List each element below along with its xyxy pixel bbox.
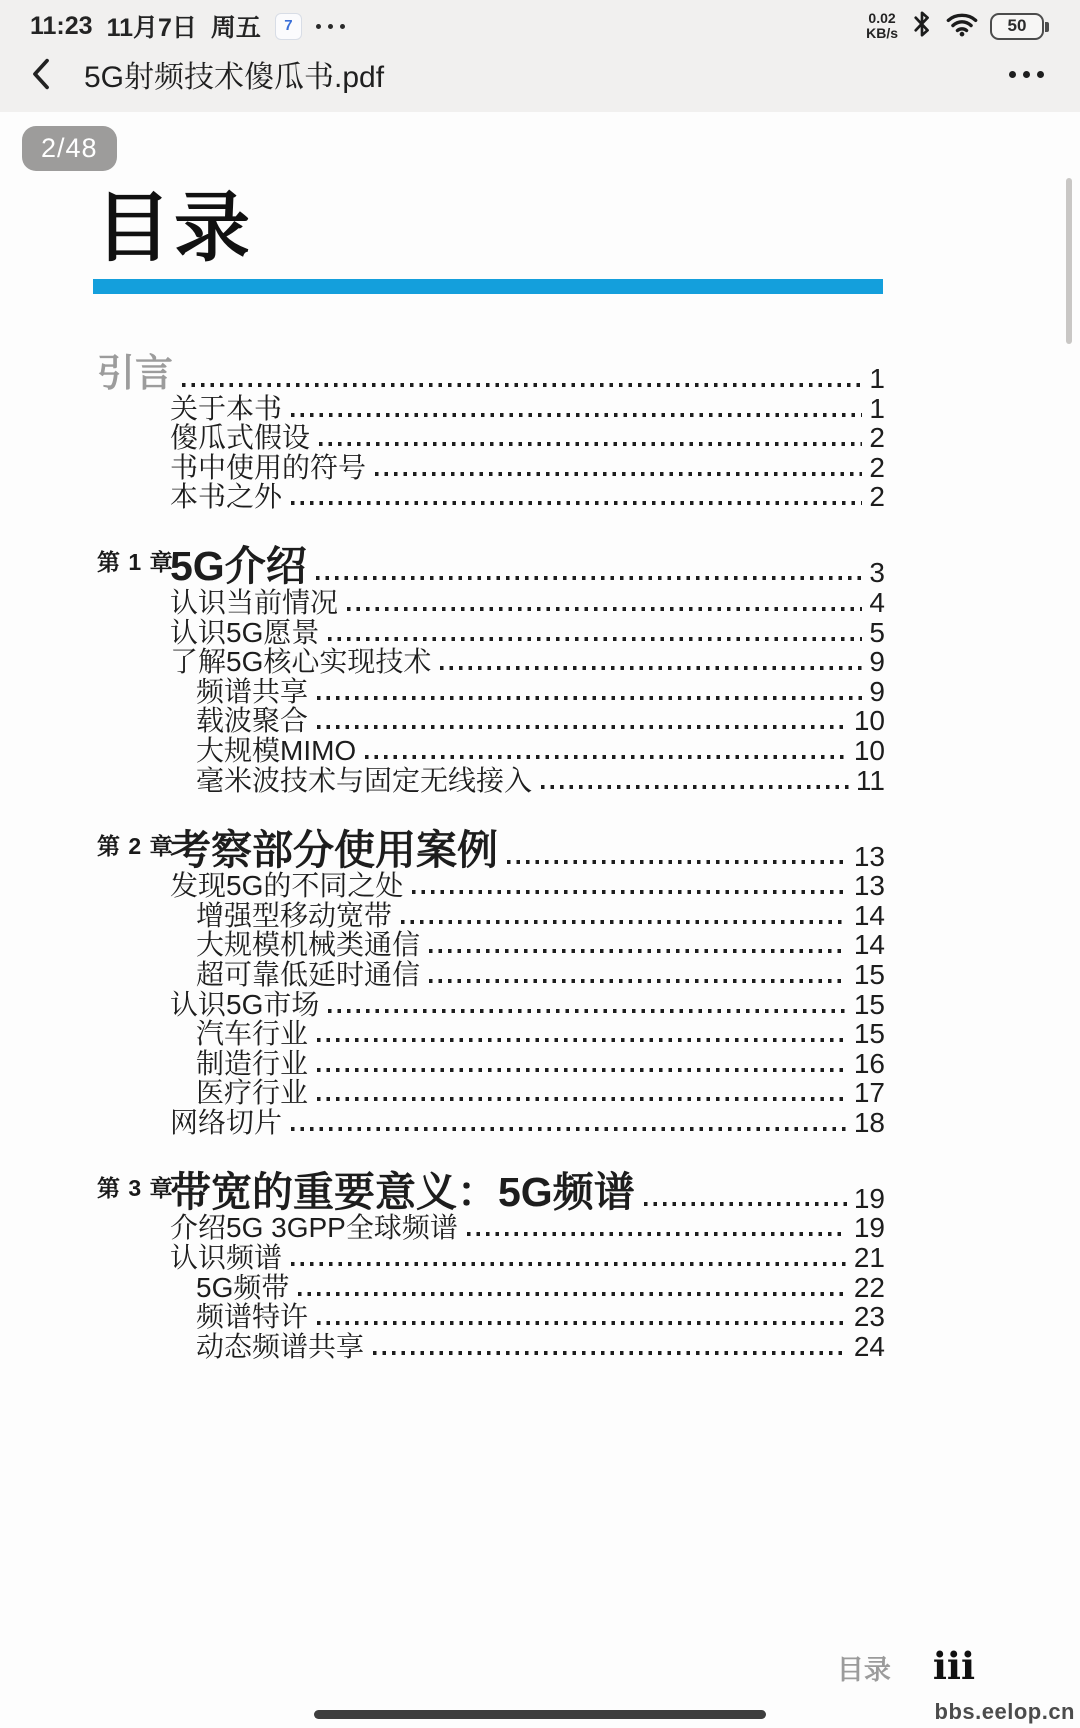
- battery-icon: [990, 13, 1044, 40]
- toc-entry-page: 14: [853, 929, 885, 961]
- page-indicator-badge: 2/48: [22, 126, 117, 171]
- toc-row[interactable]: [95, 1273, 885, 1303]
- toc-row[interactable]: [95, 588, 885, 618]
- toc-entry-title: 5G介绍: [170, 543, 307, 590]
- toc-entry-page: 13: [853, 870, 885, 902]
- toc-dot-leader: [328, 637, 862, 641]
- date: 11月7日: [106, 14, 197, 42]
- toc-entry-title: 5G频带: [196, 1271, 290, 1303]
- toc-entry-page: 19: [853, 1182, 885, 1214]
- chevron-left-icon: [28, 57, 54, 91]
- weekday: 周五: [210, 14, 261, 42]
- toc-entry-title: 频谱特许: [196, 1301, 309, 1333]
- toc-entry-page: 15: [853, 958, 885, 990]
- toc-entry-title: 介绍5G 3GPP全球频谱: [170, 1212, 458, 1244]
- toc-entry-title: 认识当前情况: [170, 586, 339, 618]
- toc-page-title: 目录: [95, 186, 253, 271]
- toc-dot-leader: [375, 472, 862, 476]
- toc-entry-title: 引言: [97, 353, 174, 395]
- calendar-notification-icon: 7: [275, 13, 302, 40]
- toc-dot-leader: [365, 755, 847, 759]
- toc-entry-title: 医疗行业: [196, 1077, 309, 1109]
- toc-row[interactable]: [95, 1243, 885, 1273]
- toc-entry-title: 本书之外: [170, 481, 283, 513]
- toc-row[interactable]: [95, 648, 885, 678]
- toc-row[interactable]: [95, 1108, 885, 1138]
- toc-dot-leader: [291, 1127, 847, 1131]
- toc-dot-leader: [317, 1321, 847, 1325]
- toc-row[interactable]: [95, 960, 885, 990]
- toc-dot-leader: [440, 666, 862, 670]
- toc-row[interactable]: [95, 1303, 885, 1333]
- network-speed: 0.02 KB/s: [866, 10, 898, 41]
- toc-dot-leader: [429, 979, 847, 983]
- toc-entry-page: 10: [853, 734, 885, 766]
- toc-row[interactable]: [95, 1020, 885, 1050]
- toc-entry-title: 动态频谱共享: [196, 1330, 365, 1362]
- toc-entry-title: 大规模机械类通信: [196, 929, 421, 961]
- toc-row[interactable]: [95, 618, 885, 648]
- top-chrome: [0, 0, 1080, 112]
- document-title: 5G射频技术傻瓜书.pdf: [84, 61, 385, 94]
- clock: 11:23: [30, 11, 93, 40]
- toc-dot-leader: [429, 949, 847, 953]
- toc-row[interactable]: [95, 424, 885, 454]
- toc-row[interactable]: [95, 736, 885, 766]
- toc-dot-leader: [298, 1292, 846, 1296]
- wifi-icon: [946, 11, 978, 42]
- footer-page-number: iii: [932, 1644, 975, 1688]
- toc-row[interactable]: [95, 1162, 885, 1214]
- notification-overflow-icon: [316, 24, 345, 29]
- toc-entry-title: 了解5G核心实现技术: [170, 646, 432, 678]
- toc-row[interactable]: [95, 990, 885, 1020]
- toc-entry-title: 网络切片: [170, 1106, 283, 1138]
- toc-entry-page: 5: [869, 616, 885, 648]
- toc-list: [95, 348, 885, 1362]
- toc-entry-page: 13: [853, 840, 885, 872]
- more-menu-button[interactable]: [1009, 71, 1044, 78]
- toc-row[interactable]: [95, 820, 885, 872]
- scrollbar-thumb[interactable]: [1066, 178, 1072, 344]
- toc-entry-page: 2: [869, 481, 885, 513]
- toc-row[interactable]: [95, 394, 885, 424]
- app-bar: [0, 42, 1080, 112]
- toc-row[interactable]: [95, 1214, 885, 1244]
- footer-section-label: 目录: [836, 1655, 891, 1685]
- toc-entry-title: 制造行业: [196, 1047, 309, 1079]
- toc-dot-leader: [328, 1009, 846, 1013]
- toc-row[interactable]: [95, 931, 885, 961]
- toc-entry-page: 3: [869, 557, 885, 589]
- toc-entry-title: 超可靠低延时通信: [196, 958, 421, 990]
- pdf-page-footer: [837, 1644, 975, 1688]
- toc-dot-leader: [401, 920, 847, 924]
- toc-entry-title: 书中使用的符号: [170, 451, 367, 483]
- toc-dot-leader: [347, 607, 862, 611]
- toc-entry-title: 关于本书: [170, 392, 283, 424]
- toc-dot-leader: [316, 576, 863, 580]
- toc-row[interactable]: [95, 872, 885, 902]
- toc-dot-leader: [644, 1202, 847, 1206]
- toc-dot-leader: [317, 1097, 847, 1101]
- toc-dot-leader: [412, 890, 846, 894]
- toc-entry-page: 19: [853, 1212, 885, 1244]
- toc-entry-title: 傻瓜式假设: [170, 422, 311, 454]
- toc-row[interactable]: [95, 348, 885, 394]
- watermark: bbs.eelop.cn: [934, 1699, 1075, 1724]
- bluetooth-icon: [910, 10, 934, 43]
- toc-entry-page: 15: [853, 988, 885, 1020]
- toc-row[interactable]: [95, 1049, 885, 1079]
- toc-entry-title: 认识频谱: [170, 1242, 283, 1274]
- toc-entry-page: 1: [869, 392, 885, 424]
- toc-row[interactable]: [95, 536, 885, 588]
- toc-entry-title: 考察部分使用案例: [170, 826, 498, 873]
- toc-dot-leader: [317, 1068, 847, 1072]
- toc-entry-page: 22: [853, 1271, 885, 1303]
- toc-dot-leader: [291, 413, 862, 417]
- toc-entry-page: 2: [869, 422, 885, 454]
- toc-dot-leader: [467, 1232, 847, 1236]
- battery-level: 50: [1007, 16, 1027, 35]
- toc-dot-leader: [373, 1351, 847, 1355]
- toc-entry-page: 23: [853, 1301, 885, 1333]
- toc-dot-leader: [317, 725, 847, 729]
- toc-entry-title: 增强型移动宽带: [196, 899, 393, 931]
- toc-entry-title: 认识5G愿景: [170, 616, 320, 648]
- toc-dot-leader: [291, 501, 862, 505]
- toc-row[interactable]: [95, 1079, 885, 1109]
- toc-entry-title: 毫米波技术与固定无线接入: [196, 764, 533, 796]
- toc-row[interactable]: [95, 453, 885, 483]
- toc-entry-page: 21: [853, 1242, 885, 1274]
- toc-chapter-label: 第 3 章: [97, 1174, 174, 1201]
- toc-row[interactable]: [95, 901, 885, 931]
- toc-row[interactable]: [95, 483, 885, 513]
- toc-entry-title: 载波聚合: [196, 705, 309, 737]
- toc-dot-leader: [317, 696, 862, 700]
- accent-bar: [93, 279, 883, 294]
- back-button[interactable]: [28, 52, 68, 96]
- toc-entry-page: 9: [869, 646, 885, 678]
- toc-dot-leader: [507, 860, 847, 864]
- status-bar: [0, 0, 1080, 42]
- toc-entry-title: 带宽的重要意义：5G频谱: [170, 1168, 635, 1215]
- toc-entry-title: 频谱共享: [196, 675, 309, 707]
- toc-entry-title: 大规模MIMO: [196, 734, 357, 766]
- toc-row[interactable]: [95, 707, 885, 737]
- toc-entry-title: 认识5G市场: [170, 988, 320, 1020]
- toc-entry-page: 9: [869, 675, 885, 707]
- toc-row[interactable]: [95, 677, 885, 707]
- toc-dot-leader: [291, 1262, 847, 1266]
- toc-entry-page: 15: [853, 1018, 885, 1050]
- toc-row[interactable]: [95, 766, 885, 796]
- toc-chapter-label: 第 1 章: [97, 549, 174, 576]
- toc-entry-title: 发现5G的不同之处: [170, 870, 404, 902]
- toc-dot-leader: [541, 785, 849, 789]
- toc-dot-leader: [317, 1038, 847, 1042]
- toc-dot-leader: [182, 383, 862, 387]
- toc-entry-page: 24: [853, 1330, 885, 1362]
- toc-entry-page: 4: [869, 586, 885, 618]
- gesture-navigation-bar[interactable]: [314, 1710, 766, 1719]
- toc-entry-page: 1: [869, 363, 885, 394]
- toc-dot-leader: [319, 442, 862, 446]
- toc-entry-page: 16: [853, 1047, 885, 1079]
- toc-entry-page: 2: [869, 451, 885, 483]
- toc-entry-page: 17: [853, 1077, 885, 1109]
- toc-entry-page: 18: [853, 1106, 885, 1138]
- toc-row[interactable]: [95, 1332, 885, 1362]
- toc-entry-title: 汽车行业: [196, 1018, 309, 1050]
- toc-chapter-label: 第 2 章: [97, 832, 174, 859]
- toc-entry-page: 14: [853, 899, 885, 931]
- toc-entry-page: 10: [853, 705, 885, 737]
- toc-entry-page: 11: [855, 764, 885, 796]
